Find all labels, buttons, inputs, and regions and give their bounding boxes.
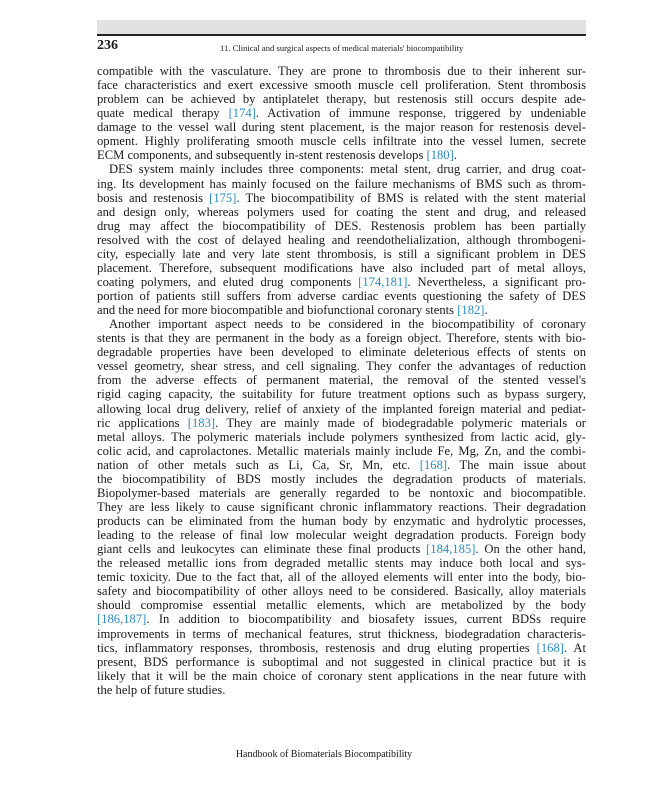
text-segment: . bbox=[484, 303, 488, 318]
text-line bbox=[97, 556, 586, 570]
text-line bbox=[97, 444, 586, 458]
citation-link[interactable]: [182] bbox=[457, 303, 485, 318]
text-segment: . bbox=[453, 148, 457, 163]
text-line bbox=[97, 331, 586, 345]
text-segment: quate medical therapy bbox=[97, 106, 229, 121]
text-segment: the biocompatibility of BDS mostly includes the degradation products of materials. bbox=[97, 471, 586, 486]
text-segment: . They are mainly made of biodegradable polymeric materials or bbox=[215, 415, 586, 430]
text-segment: drug may affect the biocompatibility of DES. Restenosis problem has been partially bbox=[97, 218, 586, 233]
text-segment: DES system mainly includes three components: metal stent, drug carrier, and drug coat- bbox=[109, 162, 586, 177]
text-line bbox=[97, 233, 586, 247]
citation-link[interactable]: [174,181] bbox=[358, 274, 408, 289]
text-segment: compatible with the vasculature. They are prone to thrombosis due to their inherent sur- bbox=[97, 64, 586, 78]
paragraph bbox=[97, 64, 586, 162]
text-line bbox=[97, 542, 586, 556]
text-segment: damage to the vessel wall during stent placement, is the major reason for restenosis devel- bbox=[97, 120, 586, 135]
text-segment: problem can be achieved by antiplatelet therapy, but restenosis still occurs despite ade- bbox=[97, 92, 586, 107]
text-line bbox=[97, 528, 586, 542]
paragraph bbox=[97, 317, 586, 697]
text-segment: metal alloys. The polymeric materials include polymers synthesized from lactic acid, gly- bbox=[97, 429, 586, 444]
text-segment: likely that it will be the main choice of coronary stent applications in the near future with bbox=[97, 668, 586, 683]
paragraph bbox=[97, 162, 586, 317]
citation-link[interactable]: [186,187] bbox=[97, 612, 147, 627]
text-line bbox=[97, 64, 586, 78]
text-line bbox=[97, 430, 586, 444]
footer-book-title: Handbook of Biomaterials Biocompatibility bbox=[235, 749, 413, 760]
running-title: 11. Clinical and surgical aspects of medical materials' biocompatibility bbox=[220, 43, 464, 53]
page-number: 236 bbox=[97, 38, 118, 53]
text-segment: products can be eliminated from the human body by enzymatic and hydrolytic processes, bbox=[97, 514, 586, 528]
text-segment: from the adverse effects of permanent material, the removal of the stented vessel's bbox=[97, 373, 586, 388]
citation-link[interactable]: [168] bbox=[419, 457, 448, 472]
text-line bbox=[97, 402, 586, 416]
text-line bbox=[97, 106, 586, 120]
text-line bbox=[97, 655, 586, 669]
text-line bbox=[97, 598, 586, 612]
text-segment: bosis and restenosis bbox=[97, 190, 210, 205]
text-line bbox=[97, 387, 586, 401]
text-segment: rigid caging capacity, the suitability for future treatment options such as bypass surgery, bbox=[97, 387, 586, 402]
text-segment: nation of other metals such as Li, Ca, Sr, Mn, etc. bbox=[97, 457, 420, 472]
citation-link[interactable]: [183] bbox=[187, 415, 216, 430]
text-line bbox=[97, 191, 586, 205]
text-line bbox=[97, 148, 586, 162]
text-segment: leading to the release of final low molecular weight degradation products. Foreign body bbox=[97, 528, 586, 543]
text-segment: They are less likely to cause significant chronic inflammatory reactions. Their degradation bbox=[97, 499, 586, 514]
text-line bbox=[97, 177, 586, 191]
header-band bbox=[97, 20, 586, 34]
text-line bbox=[97, 500, 586, 514]
text-line bbox=[97, 219, 586, 233]
text-segment: city, especially late and very late stent thrombosis, is still a significant problem in DES bbox=[97, 246, 586, 261]
text-segment: safety and biocompatibility of other alloys need to be considered. Basically, alloy materials bbox=[97, 584, 586, 599]
text-line bbox=[97, 92, 586, 106]
text-line bbox=[97, 78, 586, 92]
text-segment: tics, inflammatory responses, thrombosis, restenosis and drug eluting properties bbox=[97, 640, 537, 655]
text-line bbox=[97, 612, 586, 626]
citation-link[interactable]: [184,185] bbox=[426, 542, 476, 557]
text-segment: and the need for more biocompatible and biofunctional coronary stents bbox=[97, 303, 458, 318]
text-segment: coating polymers, and eluted drug components bbox=[97, 274, 359, 289]
text-segment: improvements in terms of mechanical features, strut thickness, biodegradation characteris- bbox=[97, 626, 586, 641]
text-line bbox=[97, 627, 586, 641]
text-line bbox=[97, 303, 586, 317]
text-segment: portion of patients still suffers from adverse cardiac events questioning the safety of DES bbox=[97, 289, 586, 303]
text-line bbox=[97, 120, 586, 134]
text-segment: ric applications bbox=[97, 415, 188, 430]
text-segment: giant cells and leukocytes can eliminate these final products bbox=[97, 542, 427, 557]
text-segment: . On the other hand, bbox=[475, 542, 586, 557]
text-line bbox=[97, 416, 586, 430]
text-line bbox=[97, 359, 586, 373]
text-segment: should compromise essential metallic elements, which are metabolized by the body bbox=[97, 598, 586, 613]
text-line bbox=[97, 472, 586, 486]
text-line bbox=[97, 486, 586, 500]
text-segment: and design only, whereas polymers used for coating the stent and drug, and released bbox=[97, 204, 586, 219]
body-text bbox=[97, 64, 586, 697]
text-segment: resolved with the cost of delayed healing and reendothelialization, although thrombogeni- bbox=[97, 232, 586, 247]
text-segment: . The main issue about bbox=[447, 457, 586, 472]
text-segment: opment. Highly proliferating smooth muscle cells infiltrate into the vessel lumen, secrete bbox=[97, 134, 586, 149]
text-line bbox=[97, 162, 586, 176]
citation-link[interactable]: [168] bbox=[536, 640, 564, 655]
header-rule bbox=[97, 34, 586, 36]
text-segment: placement. Therefore, subsequent modifications have also included part of metal alloys, bbox=[97, 260, 586, 275]
text-segment: ing. Its development has mainly focused on the failure mechanisms of BMS such as throm- bbox=[97, 176, 586, 191]
text-segment: stents is that they are permanent in the body as a foreign object. Therefore, stents with bio- bbox=[97, 331, 586, 346]
text-line bbox=[97, 289, 586, 303]
text-line bbox=[97, 669, 586, 683]
text-segment: . Nevertheless, a significant pro- bbox=[407, 274, 586, 289]
text-line bbox=[97, 275, 586, 289]
text-segment: allowing local drug delivery, relief of anxiety of the implanted foreign material and pediat- bbox=[97, 401, 586, 416]
text-line bbox=[97, 458, 586, 472]
citation-link[interactable]: [180] bbox=[426, 148, 454, 163]
text-line bbox=[97, 247, 586, 261]
text-line bbox=[97, 205, 586, 219]
text-line bbox=[97, 683, 586, 697]
text-segment: . The biocompatibility of BMS is related with the stent material bbox=[236, 190, 586, 205]
text-line bbox=[97, 134, 586, 148]
text-line bbox=[97, 317, 586, 331]
text-segment: the released metallic ions from degraded metallic stents may induce both local and sys- bbox=[97, 556, 586, 571]
text-segment: the help of future studies. bbox=[97, 682, 226, 697]
text-line bbox=[97, 261, 586, 275]
text-segment: temic toxicity. Due to the fact that, all of the alloyed elements will enter into the body, bio- bbox=[97, 570, 586, 585]
text-line bbox=[97, 641, 586, 655]
text-segment: Another important aspect needs to be considered in the biocompatibility of coronary bbox=[109, 317, 586, 332]
text-segment: Biopolymer-based materials are generally regarded to be nontoxic and biocompatible. bbox=[97, 485, 586, 500]
text-segment: present, BDS performance is suboptimal and not suggested in clinical practice but it is bbox=[97, 654, 586, 669]
citation-link[interactable]: [174] bbox=[228, 106, 256, 121]
text-segment: degradable properties have been developed to eliminate deleterious effects of stents on bbox=[97, 345, 586, 360]
text-line bbox=[97, 514, 586, 528]
text-segment: . Activation of immune response, triggered by undeniable bbox=[255, 106, 586, 121]
text-segment: face characteristics and exert excessive smooth muscle cell proliferation. Stent thrombosis bbox=[97, 78, 586, 93]
text-segment: vessel geometry, shear stress, and cell signaling. They confer the advantages of reduction bbox=[97, 359, 586, 374]
text-segment: colic acid, and caprolactones. Metallic materials mainly include Fe, Mg, Zn, and the combi- bbox=[97, 443, 586, 458]
citation-link[interactable]: [175] bbox=[209, 190, 237, 205]
text-segment: . In addition to biocompatibility and biosafety issues, current BDSs require bbox=[146, 612, 586, 627]
text-segment: . At bbox=[563, 640, 586, 655]
text-line bbox=[97, 373, 586, 387]
text-line bbox=[97, 584, 586, 598]
text-line bbox=[97, 345, 586, 359]
text-line bbox=[97, 570, 586, 584]
text-segment: ECM components, and subsequently in-stent restenosis develops bbox=[97, 148, 427, 163]
